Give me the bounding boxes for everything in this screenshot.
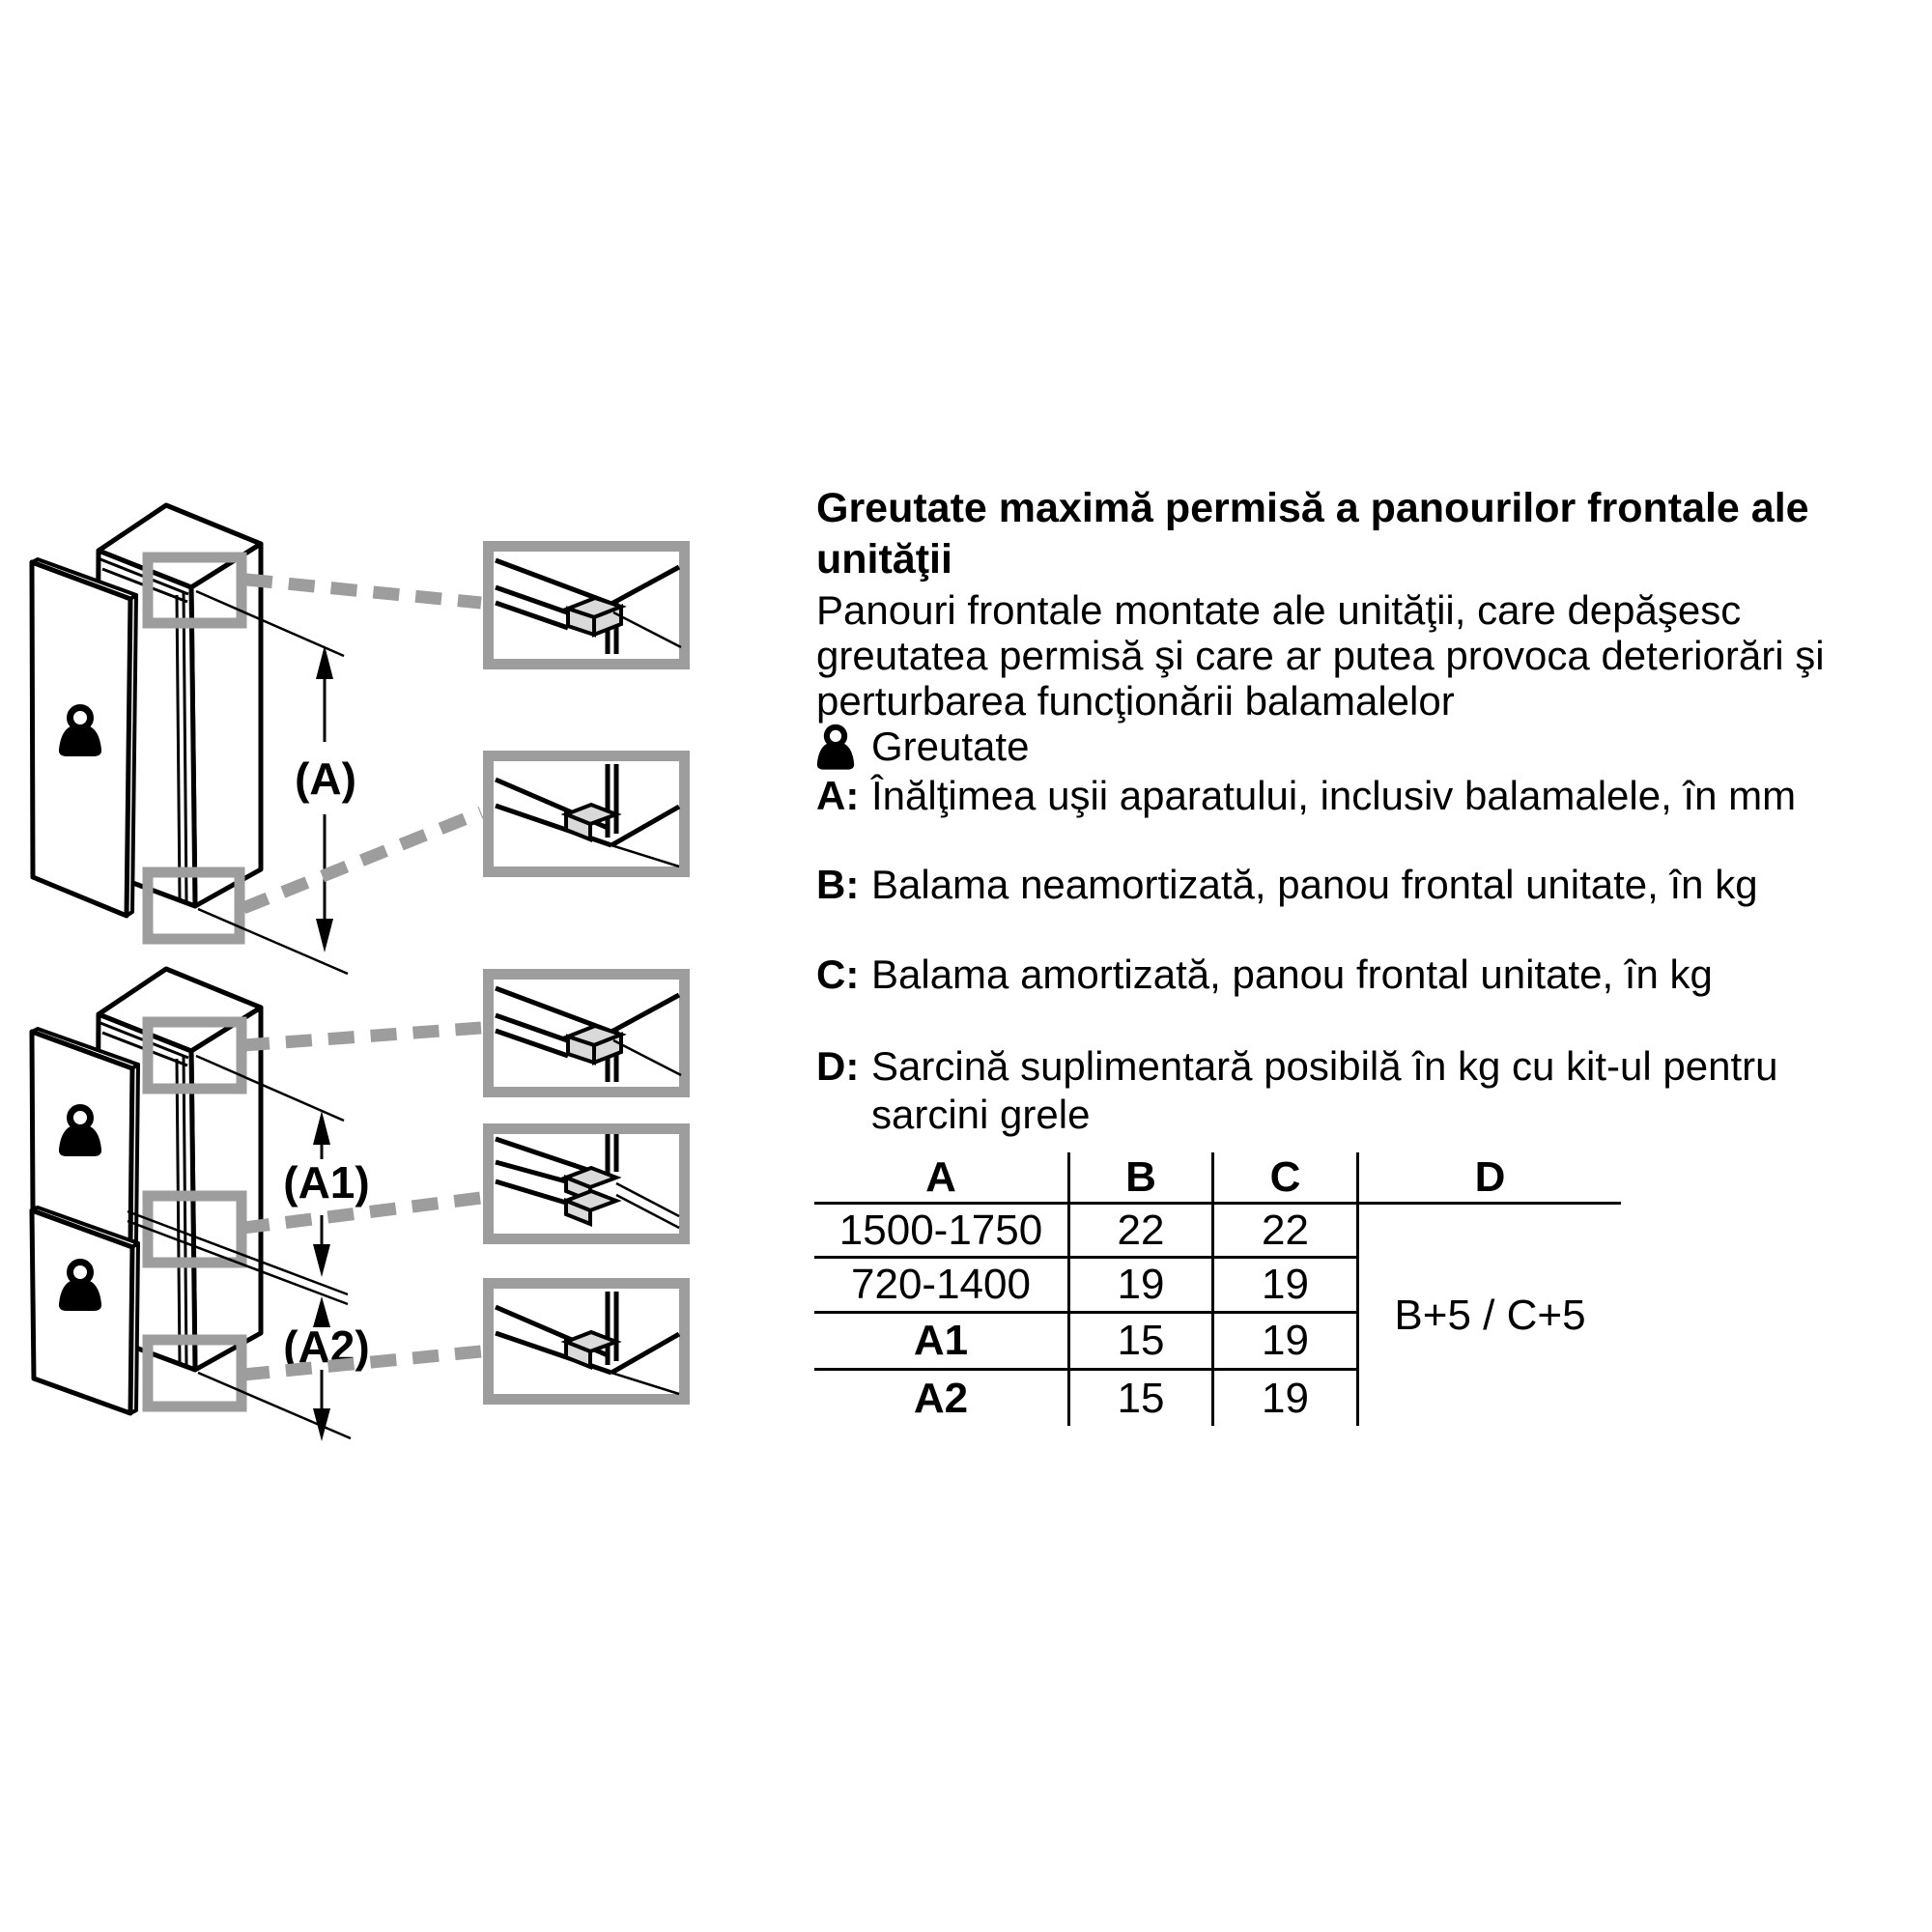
legend-item-c	[816, 951, 1713, 999]
legend-key: A:	[816, 773, 860, 818]
legend-text	[871, 1042, 1777, 1139]
detail-box-5	[489, 1284, 685, 1400]
intro-paragraph	[816, 587, 1932, 724]
table-header-c: C	[1214, 1152, 1359, 1205]
table-header-b: B	[1070, 1152, 1214, 1205]
single-door-diagram	[32, 505, 481, 974]
table-cell: 15	[1070, 1371, 1214, 1426]
legend-key: C:	[816, 952, 860, 997]
table-header-a: A	[814, 1152, 1070, 1205]
page-title	[816, 483, 1932, 585]
table-cell: A2	[814, 1371, 1070, 1426]
callout-dashed-lines	[243, 580, 481, 908]
double-door-diagram	[32, 969, 481, 1441]
table-cell-d-span: B+5 / C+5	[1394, 1291, 1586, 1339]
title-line: unităţii	[816, 536, 952, 582]
table-cell: 22	[1070, 1205, 1214, 1259]
detail-box-1	[489, 547, 685, 665]
detail-box-3	[489, 975, 685, 1093]
legend-text: Balama neamortizată, panou frontal unitate, în kg	[871, 862, 1758, 907]
legend-key: B:	[816, 862, 860, 907]
legend-item-weight	[816, 723, 1029, 774]
dimension-label-a2: (A2)	[283, 1321, 370, 1372]
legend-text: Înălţimea uşii aparatului, inclusiv balamalele, în mm	[871, 773, 1797, 818]
intro-line: greutatea permisă şi care ar putea provoca deteriorări şi	[816, 633, 1825, 678]
intro-line: perturbarea funcţionării balamalelor	[816, 678, 1455, 724]
legend-text-line: sarcini grele	[871, 1092, 1091, 1137]
weight-icon	[816, 723, 855, 774]
spec-table	[814, 1152, 1621, 1426]
table-cell: 19	[1214, 1259, 1359, 1314]
detail-box-2	[489, 756, 685, 872]
dimension-label-a1: (A1)	[283, 1157, 370, 1208]
table-cell: 15	[1070, 1314, 1214, 1371]
table-cell: 22	[1214, 1205, 1359, 1259]
legend-item-a	[816, 772, 1796, 820]
table-header-d: D	[1359, 1152, 1621, 1205]
table-cell: 19	[1070, 1259, 1214, 1314]
detail-box-4	[489, 1129, 685, 1239]
legend-key: D:	[816, 1043, 860, 1089]
dimension-label-a: (A)	[295, 753, 356, 804]
table-cell: 19	[1214, 1314, 1359, 1371]
table-cell: A1	[814, 1314, 1070, 1371]
installation-diagrams	[0, 367, 811, 1507]
legend-weight-label: Greutate	[871, 724, 1030, 769]
table-cell: 19	[1214, 1371, 1359, 1426]
table-cell: 720-1400	[814, 1259, 1070, 1314]
legend-item-d	[816, 1042, 1777, 1139]
legend-item-b	[816, 861, 1758, 909]
legend-text: Balama amortizată, panou frontal unitate, în kg	[871, 952, 1713, 997]
legend-text-line: Sarcină suplimentară posibilă în kg cu kit-ul pentru	[871, 1043, 1778, 1089]
intro-line: Panouri frontale montate ale unităţii, care depăşesc	[816, 587, 1742, 633]
title-line: Greutate maximă permisă a panourilor frontale ale	[816, 485, 1809, 531]
table-cell: 1500-1750	[814, 1205, 1070, 1259]
